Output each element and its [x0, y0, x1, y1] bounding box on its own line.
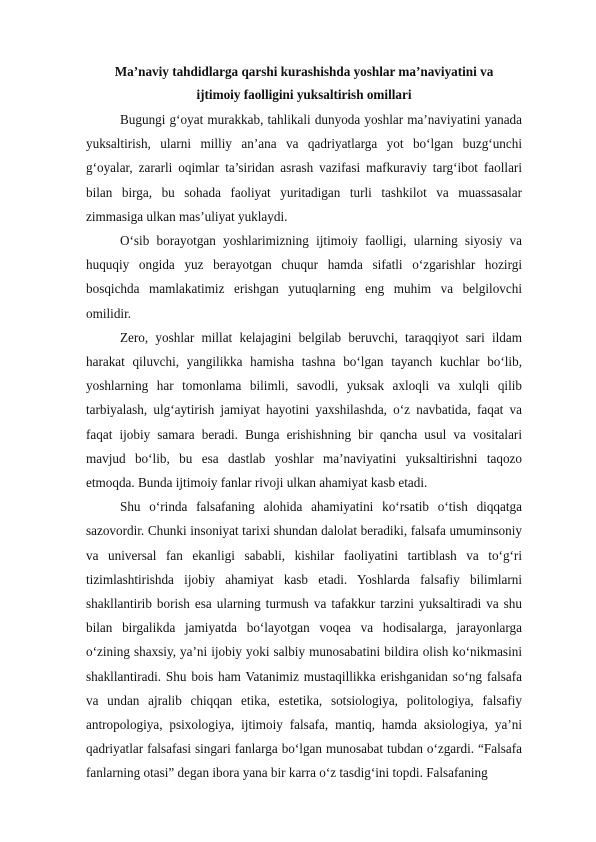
document-title [86, 60, 522, 106]
document-page [86, 60, 522, 786]
paragraph-3: Zero, yoshlar millat kelajagini belgilab beruvchi, taraqqiyot sari ildam harakat qiluvchi, yangilikka hamisha tashna bo‘lgan tayanch kuchlar bo‘lib, yoshlarning har tomonlama bilimli, savodli, yuksak axloqli va xulqli qilib tarbiyalash, ulg‘aytirish jamiyat hayotini yaxshilashda, o‘z navbatida, faqat va faqat ijobiy samara beradi. Bunga erishishning bir qancha usul va vositalari mavjud bo‘lib, bu esa dastlab yoshlar ma’naviyatini yuksaltirishni taqozo etmoqda. Bunda ijtimoiy fanlar rivoji ulkan ahamiyat kasb etadi. [86, 329, 522, 491]
paragraph-2: O‘sib borayotgan yoshlarimizning ijtimoiy faolligi, ularning siyosiy va huquqiy ongida yuz berayotgan chuqur hamda sifatli o‘zgarishlar hozirgi bosqichda mamlakatimiz erishgan yutuqlarning eng muhim va belgilovchi omilidir. [86, 233, 522, 321]
paragraph-4: Shu o‘rinda falsafaning alohida ahamiyatini ko‘rsatib o‘tish diqqatga sazovordir. Chunki insoniyat tarixi shundan dalolat beradiki, falsafa umuminsoniy va universal fan ekanligi sababli, kishilar faoliyatini tartiblash va to‘g‘ri tizimlashtirishda ijobiy ahamiyat kasb etadi. Yoshlarda falsafiy bilimlarni shakllantirib borish esa ularning turmush va tafakkur tarzini yuksaltiradi va shu bilan birgalikda jamiyatda bo‘layotgan voqea va hodisalarga, jarayonlarga o‘zining shaxsiy, ya’ni ijobiy yoki salbiy munosabatini bildira olish ko‘nikmasini shakllantiradi. Shu bois ham Vatanimiz mustaqillikka erishganidan so‘ng falsafa va undan ajralib chiqqan etika, estetika, sotsiologiya, politologiya, falsafiy antropologiya, psixologiya, ijtimoiy falsafa, mantiq, hamda aksiologiya, ya’ni qadriyatlar falsafasi singari fanlarga bo‘lgan munosabat tubdan o‘zgardi. “Falsafa fanlarning otasi” degan ibora yana bir karra o‘z tasdig‘ini topdi. Falsafaning [86, 499, 522, 781]
title-line-2: ijtimoiy faolligini yuksaltirish omillari [196, 87, 412, 102]
title-line-1: Ma’naviy tahdidlarga qarshi kurashishda yoshlar ma’naviyatini va [114, 64, 494, 79]
paragraph-1: Bugungi g‘oyat murakkab, tahlikali dunyoda yoshlar ma’naviyatini yanada yuksaltirish, ularni milliy an’ana va qadriyatlarga yot bo‘lgan buzg‘unchi g‘oyalar, zararli oqimlar ta’siridan asrash vazifasi mafkuraviy targ‘ibot faollari bilan birga, bu sohada faoliyat yuritadigan turli tashkilot va muassasalar zimmasiga ulkan mas’uliyat yuklaydi. [86, 112, 522, 224]
